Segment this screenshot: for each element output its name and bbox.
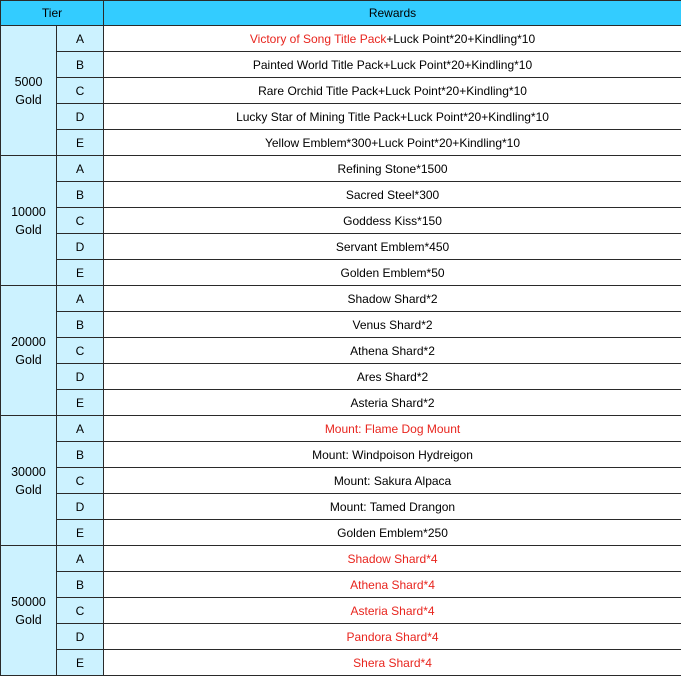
header-row	[1, 1, 681, 26]
tier-amount: 10000	[11, 204, 46, 219]
table-row	[1, 26, 681, 52]
reward-text: Sacred Steel*300	[345, 187, 440, 202]
reward-text: Yellow Emblem*300+Luck Point*20+Kindling*10	[264, 135, 521, 150]
tier-amount: 20000	[11, 334, 46, 349]
option-letter: A	[57, 156, 104, 182]
option-letter: B	[57, 182, 104, 208]
reward-text: Victory of Song Title Pack	[249, 31, 387, 46]
option-letter: A	[57, 546, 104, 572]
reward-cell	[104, 598, 681, 624]
reward-text: Refining Stone*1500	[337, 161, 448, 176]
tier-cell	[1, 546, 57, 676]
reward-cell	[104, 468, 681, 494]
option-letter: E	[57, 520, 104, 546]
table-row	[1, 182, 681, 208]
table-row	[1, 208, 681, 234]
option-letter: B	[57, 312, 104, 338]
option-letter: E	[57, 650, 104, 676]
option-letter: D	[57, 364, 104, 390]
reward-cell	[104, 494, 681, 520]
reward-text: Rare Orchid Title Pack+Luck Point*20+Kindling*10	[258, 83, 527, 98]
option-letter: D	[57, 624, 104, 650]
tier-cell	[1, 26, 57, 156]
reward-text: +Luck Point*20+Kindling*10	[386, 31, 536, 46]
reward-text: Mount: Flame Dog Mount	[324, 421, 461, 436]
option-letter: E	[57, 130, 104, 156]
tier-currency: Gold	[15, 482, 42, 497]
reward-cell	[104, 182, 681, 208]
reward-cell	[104, 130, 681, 156]
table-row	[1, 546, 681, 572]
reward-cell	[104, 286, 681, 312]
option-letter: C	[57, 78, 104, 104]
option-letter: D	[57, 104, 104, 130]
table-row	[1, 78, 681, 104]
tier-amount: 5000	[14, 74, 43, 89]
option-letter: A	[57, 416, 104, 442]
tier-cell	[1, 286, 57, 416]
reward-text: Shadow Shard*4	[347, 551, 438, 566]
reward-cell	[104, 624, 681, 650]
option-letter: C	[57, 598, 104, 624]
table-row	[1, 494, 681, 520]
tier-currency: Gold	[15, 222, 42, 237]
tier-column-header: Tier	[1, 1, 104, 26]
reward-text: Goddess Kiss*150	[343, 213, 442, 228]
table-row	[1, 260, 681, 286]
reward-text: Shera Shard*4	[353, 655, 432, 670]
reward-cell	[104, 442, 681, 468]
reward-text: Shadow Shard*2	[347, 291, 438, 306]
tier-currency: Gold	[15, 92, 42, 107]
table-row	[1, 234, 681, 260]
reward-text: Lucky Star of Mining Title Pack+Luck Point*20+Kindling*10	[236, 109, 549, 124]
table-row	[1, 468, 681, 494]
reward-cell	[104, 364, 681, 390]
reward-cell	[104, 156, 681, 182]
reward-text: Asteria Shard*4	[350, 603, 435, 618]
reward-text: Pandora Shard*4	[346, 629, 439, 644]
reward-cell	[104, 390, 681, 416]
reward-cell	[104, 208, 681, 234]
table-row	[1, 572, 681, 598]
table-row	[1, 650, 681, 676]
reward-text: Athena Shard*4	[350, 577, 435, 592]
option-letter: C	[57, 468, 104, 494]
table-row	[1, 312, 681, 338]
reward-cell	[104, 104, 681, 130]
option-letter: B	[57, 442, 104, 468]
reward-cell	[104, 234, 681, 260]
reward-text: Mount: Tamed Drangon	[329, 499, 456, 514]
option-letter: A	[57, 286, 104, 312]
reward-text: Servant Emblem*450	[335, 239, 450, 254]
reward-cell	[104, 338, 681, 364]
table-row	[1, 416, 681, 442]
table-row	[1, 624, 681, 650]
option-letter: C	[57, 208, 104, 234]
table-row	[1, 442, 681, 468]
option-letter: D	[57, 234, 104, 260]
option-letter: B	[57, 572, 104, 598]
reward-text: Golden Emblem*250	[337, 525, 448, 540]
option-letter: E	[57, 260, 104, 286]
reward-text: Painted World Title Pack+Luck Point*20+Kindling*10	[252, 57, 533, 72]
table-row	[1, 598, 681, 624]
option-letter: E	[57, 390, 104, 416]
option-letter: B	[57, 52, 104, 78]
reward-cell	[104, 416, 681, 442]
tier-currency: Gold	[15, 612, 42, 627]
tier-cell	[1, 156, 57, 286]
table-row	[1, 104, 681, 130]
reward-text: Asteria Shard*2	[350, 395, 435, 410]
table-row	[1, 130, 681, 156]
option-letter: C	[57, 338, 104, 364]
reward-cell	[104, 78, 681, 104]
table-row	[1, 520, 681, 546]
table-row	[1, 364, 681, 390]
tier-amount: 30000	[11, 464, 46, 479]
table-row	[1, 338, 681, 364]
reward-text: Golden Emblem*50	[340, 265, 445, 280]
reward-cell	[104, 546, 681, 572]
reward-text: Mount: Sakura Alpaca	[333, 473, 452, 488]
reward-cell	[104, 260, 681, 286]
reward-text: Ares Shard*2	[356, 369, 429, 384]
rewards-column-header: Rewards	[104, 1, 681, 26]
reward-text: Athena Shard*2	[350, 343, 435, 358]
reward-text: Mount: Windpoison Hydreigon	[312, 447, 473, 462]
option-letter: A	[57, 26, 104, 52]
table-row	[1, 52, 681, 78]
table-row	[1, 286, 681, 312]
reward-cell	[104, 26, 681, 52]
reward-text: Venus Shard*2	[352, 317, 433, 332]
reward-cell	[104, 650, 681, 676]
tier-currency: Gold	[15, 352, 42, 367]
reward-cell	[104, 312, 681, 338]
reward-cell	[104, 52, 681, 78]
reward-cell	[104, 572, 681, 598]
tier-cell	[1, 416, 57, 546]
table-row	[1, 156, 681, 182]
reward-cell	[104, 520, 681, 546]
table-row	[1, 390, 681, 416]
option-letter: D	[57, 494, 104, 520]
tier-amount: 50000	[11, 594, 46, 609]
table-body	[1, 26, 681, 676]
